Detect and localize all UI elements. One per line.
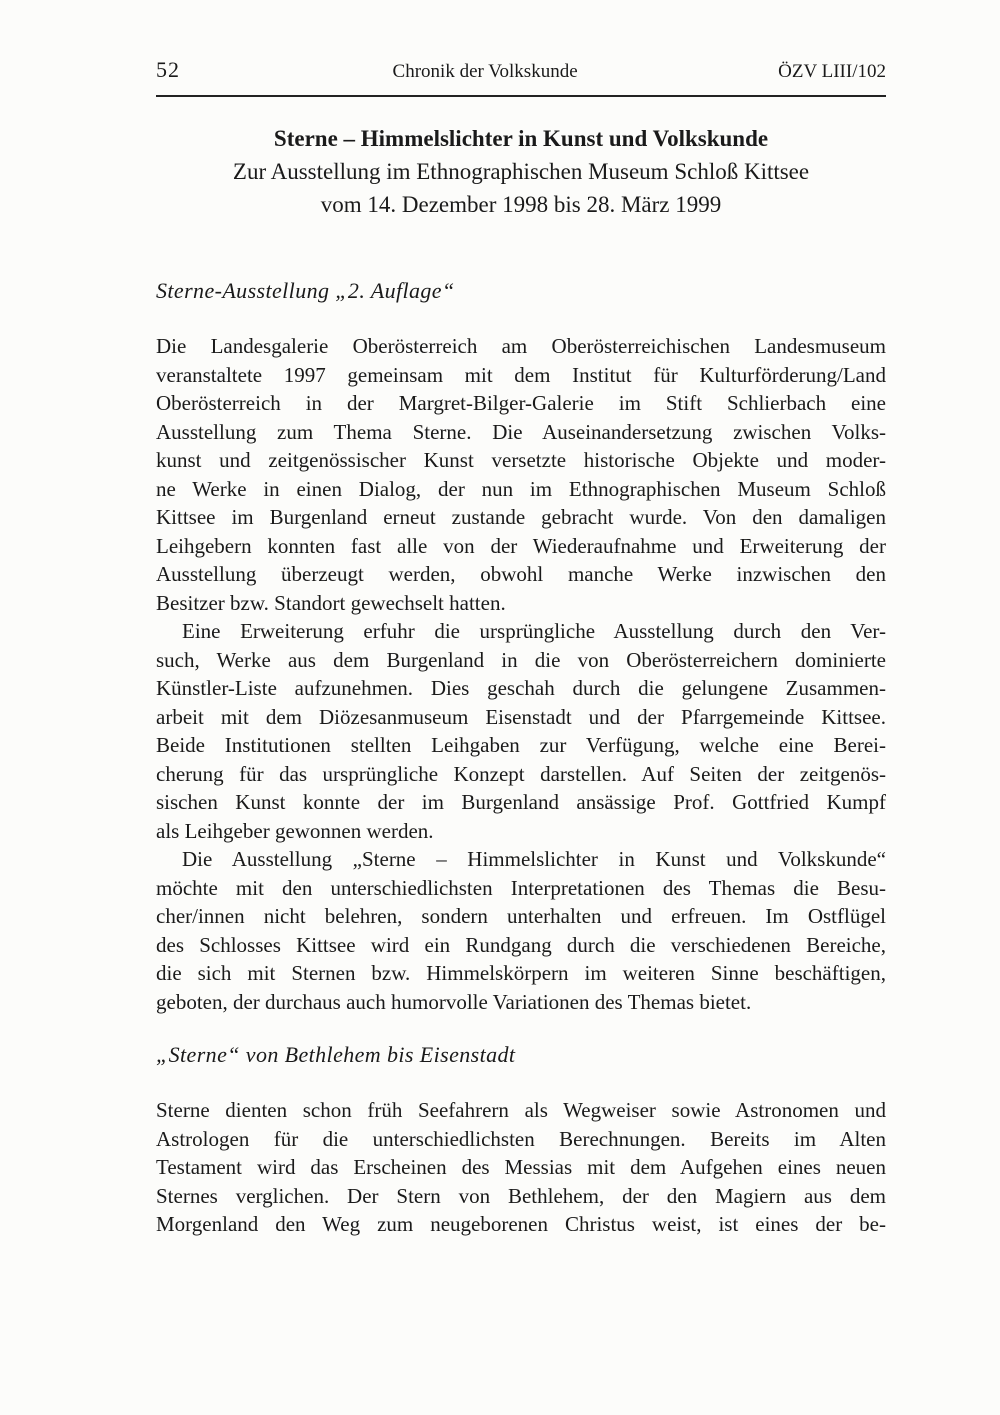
paragraph — [156, 617, 886, 845]
text-line: Ausstellung zum Thema Sterne. Die Auseinandersetzung zwischen Volks- — [156, 419, 886, 444]
article-body — [156, 276, 886, 1239]
page-number: 52 — [156, 57, 180, 82]
text-line: Die Ausstellung „Sterne – Himmelslichter in Kunst und Volkskunde“ — [182, 847, 886, 871]
text-line: möchte mit den unterschiedlichsten Interpretationen des Themas die Besu- — [156, 875, 886, 900]
text-line: Die Landesgalerie Oberösterreich am Oberösterreichischen Landesmuseum — [156, 334, 886, 358]
running-title: Chronik der Volkskunde — [392, 61, 578, 82]
text-line: kunst und zeitgenössischer Kunst versetzte historische Objekte und moder- — [156, 448, 886, 472]
text-line: Besitzer bzw. Standort gewechselt hatten. — [156, 590, 506, 615]
text-line: Astrologen für die unterschiedlichsten Berechnungen. Bereits im Alten — [156, 1126, 886, 1151]
text-line: die sich mit Sternen bzw. Himmelskörpern im weiteren Sinne beschäftigen, — [156, 961, 886, 985]
text-line: Morgenland den Weg zum neugeborenen Christus weist, ist eines der be- — [156, 1212, 886, 1236]
text-line: Ausstellung überzeugt werden, obwohl manche Werke inzwischen den — [156, 562, 886, 586]
paragraph — [156, 332, 886, 617]
journal-reference: ÖZV LIII/102 — [778, 61, 886, 82]
section-heading: „Sterne“ von Bethlehem bis Eisenstadt — [156, 1042, 516, 1067]
paragraph — [156, 845, 886, 1016]
text-line: Eine Erweiterung erfuhr die ursprüngliche Ausstellung durch den Ver- — [182, 619, 886, 643]
section-paragraphs — [156, 332, 886, 1016]
article-title: Sterne – Himmelslichter in Kunst und Volkskunde — [273, 126, 769, 151]
text-line: Oberösterreich in der Margret-Bilger-Galerie im Stift Schlierbach eine — [156, 391, 886, 415]
text-line: arbeit mit dem Diözesanmuseum Eisenstadt und der Pfarrgemeinde Kittsee. — [156, 704, 886, 729]
text-line: such, Werke aus dem Burgenland in die von Oberösterreichern dominierte — [156, 647, 886, 672]
text-line: Leihgebern konnten fast alle von der Wiederaufnahme und Erweiterung der — [156, 533, 886, 558]
text-line: als Leihgeber gewonnen werden. — [156, 818, 434, 843]
section-paragraphs — [156, 1096, 886, 1239]
article-title-block — [156, 122, 886, 221]
text-line: sischen Kunst konnte der im Burgenland ansässige Prof. Gottfried Kumpf — [156, 790, 886, 814]
text-line: Beide Institutionen stellten Leihgaben zur Verfügung, welche eine Berei- — [156, 733, 886, 757]
text-line: ne Werke in einen Dialog, der nun im Ethnographischen Museum Schloß — [156, 476, 886, 501]
text-line: cherung für das ursprüngliche Konzept darstellen. Auf Seiten der zeitgenös- — [156, 761, 886, 786]
paragraph — [156, 1096, 886, 1239]
text-line: Testament wird das Erscheinen des Messias mit dem Aufgehen eines neuen — [156, 1155, 886, 1179]
text-line: veranstaltete 1997 gemeinsam mit dem Institut für Kulturförderung/Land — [156, 362, 886, 387]
text-line: cher/innen nicht belehren, sondern unterhalten und erfreuen. Im Ostflügel — [156, 904, 886, 928]
text-line: geboten, der durchaus auch humorvolle Variationen des Themas bietet. — [156, 989, 752, 1014]
text-line: Kittsee im Burgenland erneut zustande gebracht wurde. Von den damaligen — [156, 505, 886, 529]
section-heading: Sterne-Ausstellung „2. Auflage“ — [156, 278, 455, 303]
header-rule — [156, 95, 886, 97]
article-subtitle-line-1: Zur Ausstellung im Ethnographischen Museum Schloß Kittsee — [232, 159, 810, 184]
text-line: des Schlosses Kittsee wird ein Rundgang durch die verschiedenen Bereiche, — [156, 932, 886, 957]
page-header — [156, 0, 886, 85]
text-line: Sterne dienten schon früh Seefahrern als Wegweiser sowie Astronomen und — [156, 1098, 886, 1122]
text-line: Künstler-Liste aufzunehmen. Dies geschah durch die gelungene Zusammen- — [156, 676, 886, 700]
text-line: Sternes verglichen. Der Stern von Bethlehem, der den Magiern aus dem — [156, 1183, 886, 1208]
article-subtitle-line-2: vom 14. Dezember 1998 bis 28. März 1999 — [320, 192, 722, 217]
